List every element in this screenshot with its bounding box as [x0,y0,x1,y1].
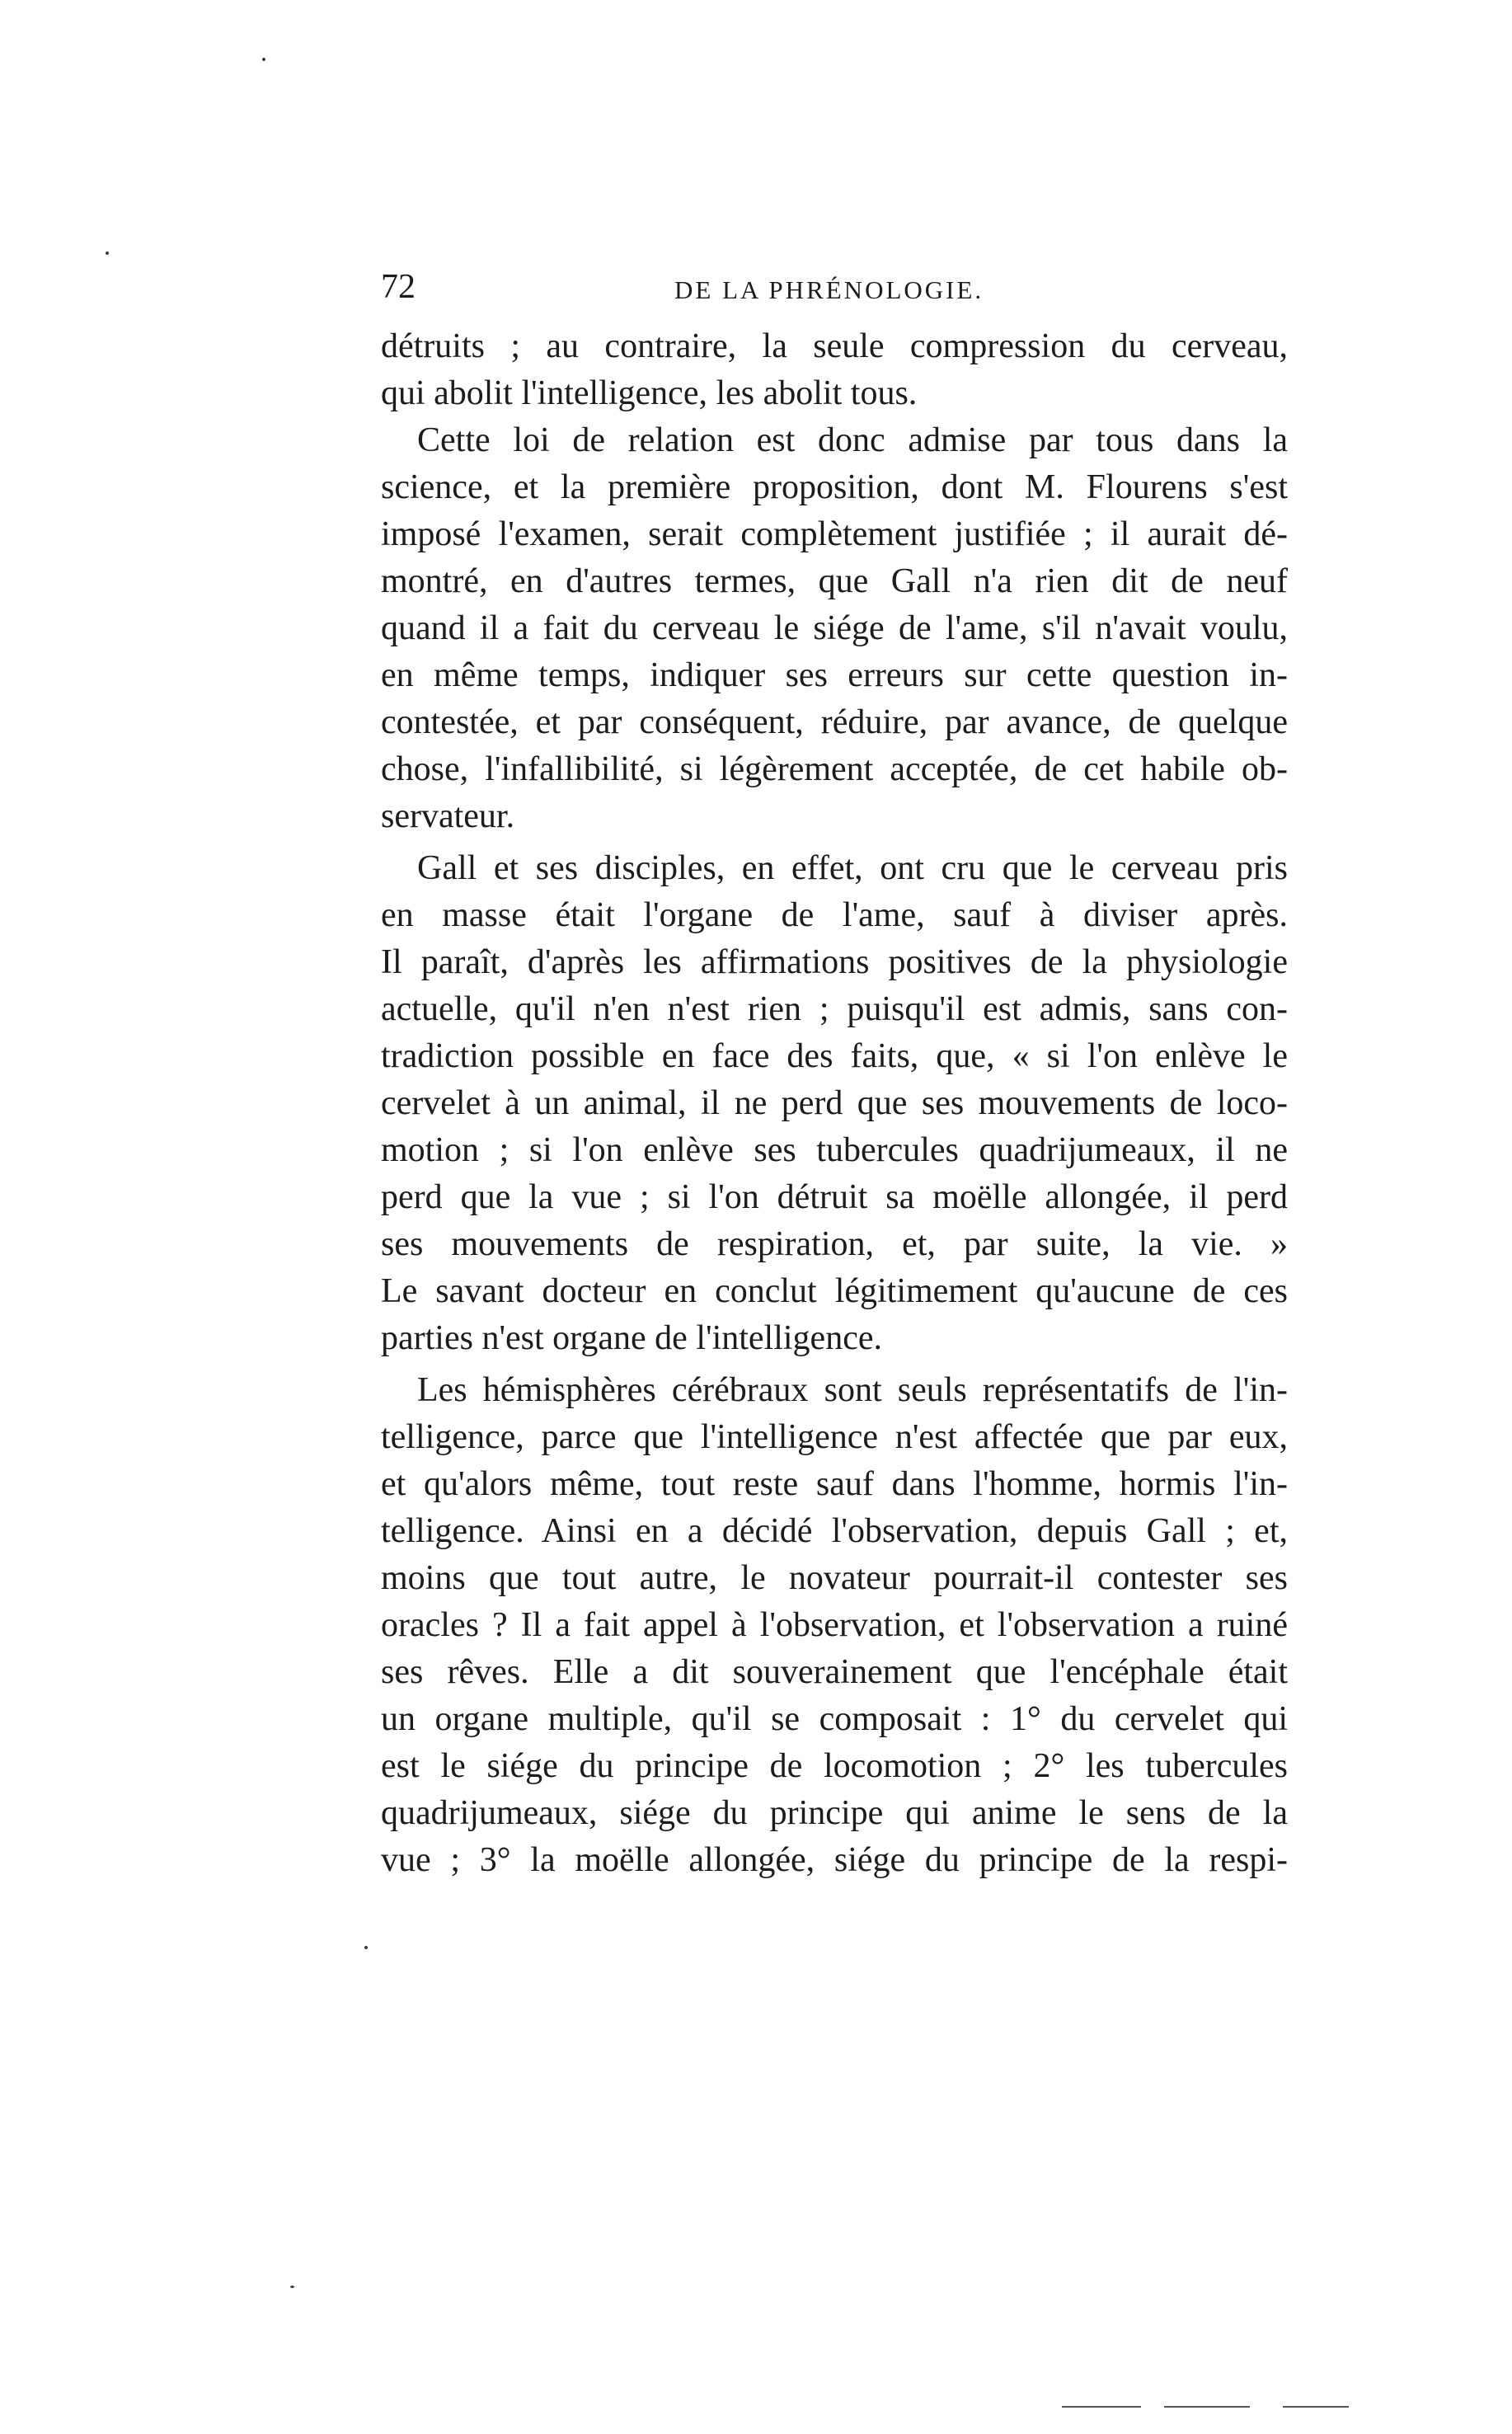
paragraph-1 [381,323,1288,417]
text-line: contestée, et par conséquent, réduire, par avance, de quelque [381,703,1288,741]
scan-rule [1283,2406,1349,2408]
text-line: servateur. [381,797,515,835]
text-line: qui abolit l'intelligence, les abolit tous. [381,374,918,412]
text-line: est le siége du principe de locomotion ; 2° les tubercules [381,1747,1288,1785]
text-line: perd que la vue ; si l'on détruit sa moëlle allongée, il perd [381,1178,1288,1216]
scan-speck [106,251,109,255]
text-line: Cette loi de relation est donc admise par tous dans la [417,421,1288,459]
scan-rule [1062,2406,1141,2408]
text-line: parties n'est organe de l'intelligence. [381,1319,882,1357]
text-line: chose, l'infallibilité, si légèrement acceptée, de cet habile ob- [381,750,1288,788]
scan-speck [262,58,265,61]
text-line: détruits ; au contraire, la seule compression du cerveau, [381,327,1288,365]
text-line: et qu'alors même, tout reste sauf dans l'homme, hormis l'in- [381,1465,1288,1503]
text-line: un organe multiple, qu'il se composait : 1° du cervelet qui [381,1700,1288,1738]
text-line: Les hémisphères cérébraux sont seuls représentatifs de l'in- [417,1371,1288,1409]
text-line: ses mouvements de respiration, et, par suite, la vie. » [381,1225,1288,1263]
text-line: telligence, parce que l'intelligence n'est affectée que par eux, [381,1418,1288,1456]
text-line: quand il a fait du cerveau le siége de l'ame, s'il n'avait voulu, [381,609,1288,647]
text-line: montré, en d'autres termes, que Gall n'a rien dit de neuf [381,562,1288,600]
text-line: Gall et ses disciples, en effet, ont cru que le cerveau pris [417,849,1288,887]
text-line: moins que tout autre, le novateur pourrait-il contester ses [381,1559,1288,1597]
text-line: imposé l'examen, serait complètement justifiée ; il aurait dé- [381,515,1288,553]
paragraph-4 [381,1367,1288,1884]
text-line: Le savant docteur en conclut légitimement qu'aucune de ces [381,1272,1288,1310]
text-line: en même temps, indiquer ses erreurs sur cette question in- [381,656,1288,694]
text-line: oracles ? Il a fait appel à l'observation, et l'observation a ruiné [381,1606,1288,1644]
paragraph-2 [381,417,1288,840]
text-line: en masse était l'organe de l'ame, sauf à diviser après. [381,896,1288,934]
text-line: actuelle, qu'il n'en n'est rien ; puisqu'il est admis, sans con- [381,990,1288,1028]
text-line: telligence. Ainsi en a décidé l'observation, depuis Gall ; et, [381,1512,1288,1550]
text-line: cervelet à un animal, il ne perd que ses mouvements de loco- [381,1084,1288,1122]
scan-speck [364,1946,368,1949]
page-number: 72 [381,268,416,306]
text-line: quadrijumeaux, siége du principe qui anime le sens de la [381,1794,1288,1832]
text-line: science, et la première proposition, dont M. Flourens s'est [381,468,1288,506]
scan-speck [290,2286,294,2288]
page-header [381,262,1288,312]
scan-rule [1164,2406,1250,2408]
text-line: Il paraît, d'après les affirmations positives de la physiologie [381,943,1288,981]
text-line: vue ; 3° la moëlle allongée, siége du principe de la respi- [381,1841,1288,1879]
running-title: DE LA PHRÉNOLOGIE. [674,275,984,304]
text-line: motion ; si l'on enlève ses tubercules quadrijumeaux, il ne [381,1131,1288,1169]
paragraph-3 [381,845,1288,1362]
text-line: tradiction possible en face des faits, que, « si l'on enlève le [381,1037,1288,1075]
text-line: ses rêves. Elle a dit souverainement que l'encéphale était [381,1653,1288,1691]
body-text [381,323,1288,1884]
